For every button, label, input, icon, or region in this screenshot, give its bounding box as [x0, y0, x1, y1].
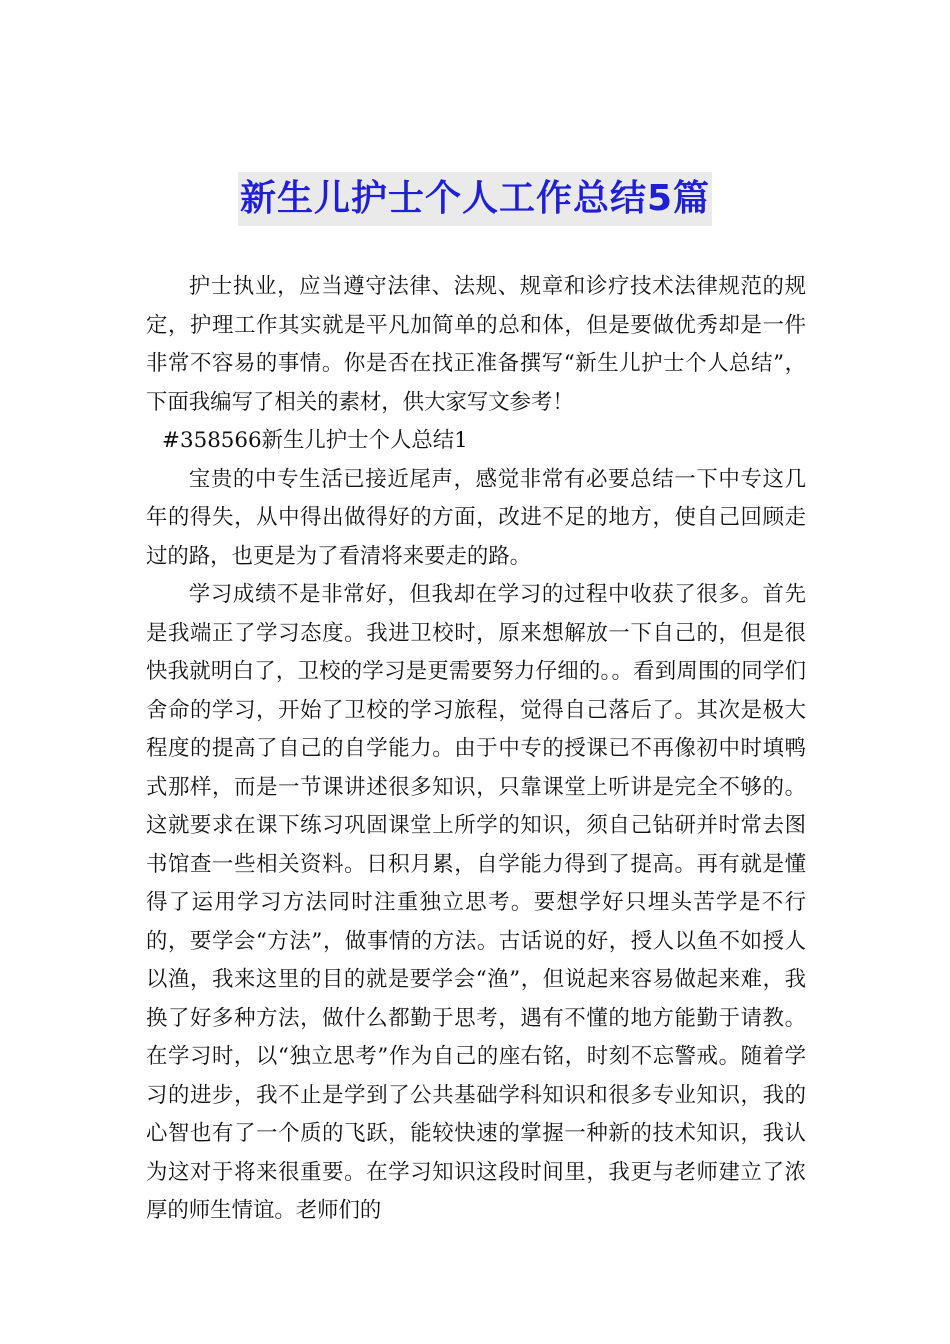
title-container — [0, 172, 950, 226]
intro-paragraph: 护士执业，应当遵守法律、法规、规章和诊疗技术法律规范的规定，护理工作其实就是平凡加简单的总和体，但是要做优秀却是一件非常不容易的事情。你是否在找正准备撰写“新生儿护士个人总结”，下面我编写了相关的素材，供大家写文参考！ — [146, 274, 806, 415]
section-heading: #358566新生儿护士个人总结1 — [162, 428, 468, 453]
document-title: 新生儿护士个人工作总结5篇 — [238, 172, 712, 226]
document-body — [146, 268, 806, 1231]
body-paragraph: 宝贵的中专生活已接近尾声，感觉非常有必要总结一下中专这几年的得失，从中得出做得好的方面，改进不足的地方，使自己回顾走过的路，也更是为了看清将来要走的路。 — [146, 466, 806, 569]
body-paragraph: 学习成绩不是非常好，但我却在学习的过程中收获了很多。首先是我端正了学习态度。我进卫校时，原来想解放一下自己的，但是很快我就明白了，卫校的学习是更需要努力仔细的。。看到周围的同学们舍命的学习，开始了卫校的学习旅程，觉得自己落后了。其次是极大程度的提高了自己的自学能力。由于中专的授课已不再像初中时填鸭式那样，而是一节课讲述很多知识，只靠课堂上听讲是完全不够的。这就要求在课下练习巩固课堂上所学的知识，须自己钻研并时常去图书馆查一些相关资料。日积月累，自学能力得到了提高。再有就是懂得了运用学习方法同时注重独立思考。要想学好只埋头苦学是不行的，要学会“方法”，做事情的方法。古话说的好，授人以鱼不如授人以渔，我来这里的目的就是要学会“渔”，但说起来容易做起来难，我换了好多种方法，做什么都勤于思考，遇有不懂的地方能勤于请教。在学习时，以“独立思考”作为自己的座右铭，时刻不忘警戒。随着学习的进步，我不止是学到了公共基础学科知识和很多专业知识，我的心智也有了一个质的飞跃，能较快速的掌握一种新的技术知识，我认为这对于将来很重要。在学习知识这段时间里，我更与老师建立了浓厚的师生情谊。老师们的 — [146, 582, 806, 1223]
